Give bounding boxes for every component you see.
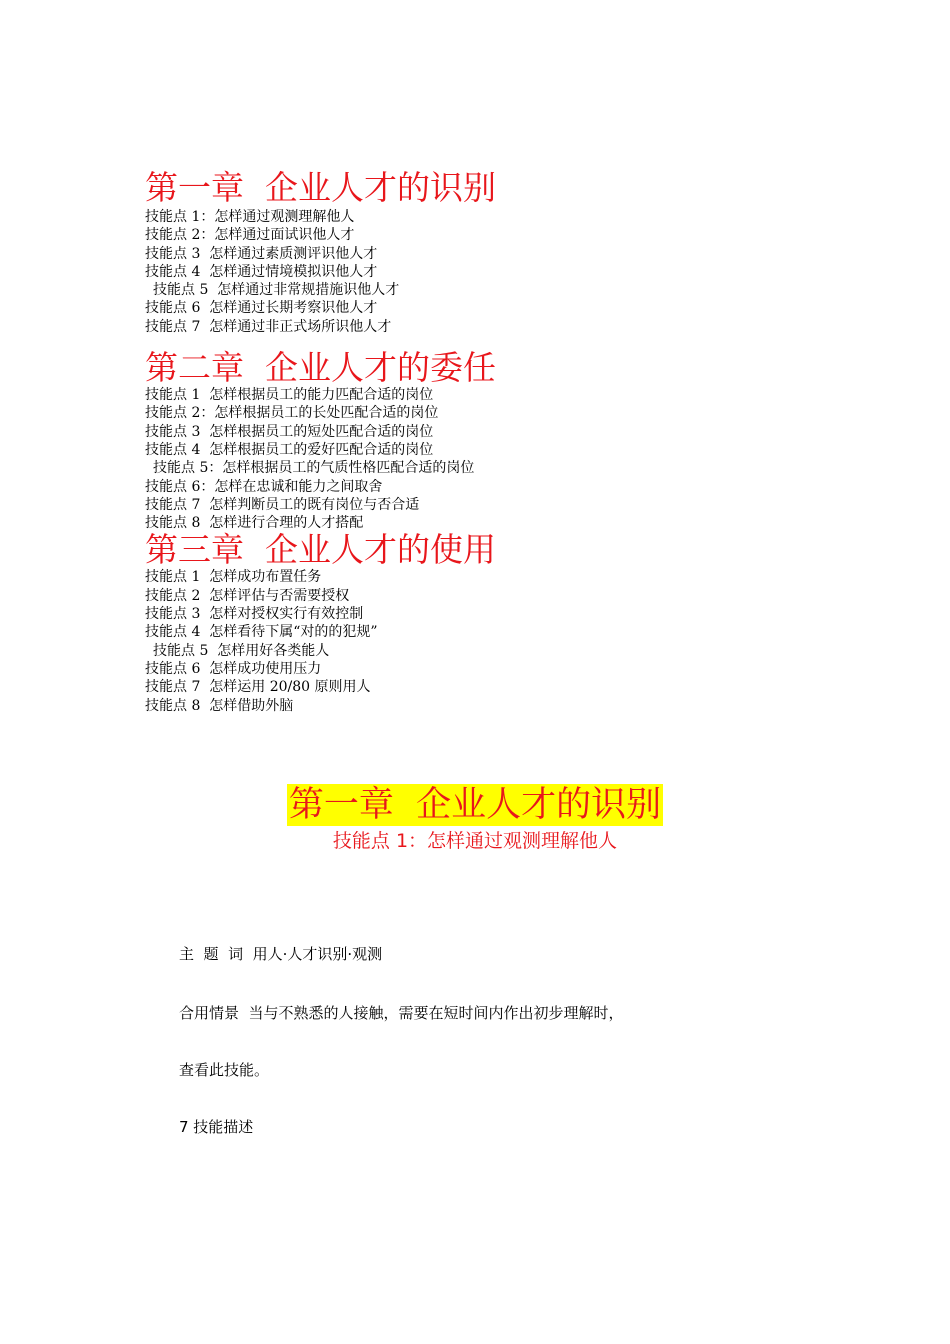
toc-item: 技能点 3 怎样对授权实行有效控制 [145,606,364,623]
toc-item: 技能点 1 怎样根据员工的能力匹配合适的岗位 [145,387,434,404]
toc-item: 技能点 6 怎样通过长期考察识他人才 [145,300,378,317]
toc-item: 技能点 5：怎样根据员工的气质性格匹配合适的岗位 [153,460,475,477]
scenario-continuation: 查看此技能。 [179,1061,270,1079]
section-heading [0,784,950,826]
section-title: 第一章 企业人才的识别 [288,785,662,825]
scenario-line: 合用情景 当与不熟悉的人接触，需要在短时间内作出初步理解时， [179,1004,624,1022]
toc-item: 技能点 7 怎样运用 20/80 原则用人 [145,679,371,696]
toc-item: 技能点 7 怎样判断员工的既有岗位与否合适 [145,496,420,513]
chapter-1-title: 第一章 企业人才的识别 [145,168,496,207]
toc-item: 技能点 2：怎样根据员工的长处匹配合适的岗位 [145,405,439,422]
toc-item: 技能点 6：怎样在忠诚和能力之间取舍 [145,478,383,495]
toc-item: 技能点 7 怎样通过非正式场所识他人才 [145,318,392,335]
skill-description-heading: 7 技能描述 [179,1118,254,1136]
keywords-line: 主 题 词 用人·人才识别·观测 [179,945,383,963]
toc-item: 技能点 8 怎样借助外脑 [145,697,294,714]
toc-item: 技能点 2：怎样通过面试识他人才 [145,227,355,244]
toc-item: 技能点 1：怎样通过观测理解他人 [145,209,355,225]
section-subtitle: 技能点 1：怎样通过观测理解他人 [332,830,618,852]
toc-item: 技能点 2 怎样评估与否需要授权 [145,587,350,604]
toc-item: 技能点 3 怎样根据员工的短处匹配合适的岗位 [145,423,434,440]
chapter-3-title: 第三章 企业人才的使用 [145,530,496,570]
table-of-contents [145,170,865,715]
toc-item: 技能点 4 怎样通过情境模拟识他人才 [145,263,378,280]
toc-item: 技能点 4 怎样根据员工的爱好匹配合适的岗位 [145,441,434,458]
toc-item: 技能点 6 怎样成功使用压力 [145,660,322,677]
toc-item: 技能点 1 怎样成功布置任务 [145,569,322,586]
toc-item: 技能点 5 怎样通过非常规措施识他人才 [153,282,400,299]
toc-item: 技能点 3 怎样通过素质测评识他人才 [145,245,378,262]
toc-item: 技能点 4 怎样看待下属“对的的犯规” [145,624,378,641]
toc-item: 技能点 8 怎样进行合理的人才搭配 [145,515,364,532]
chapter-2-title: 第二章 企业人才的委任 [145,348,496,388]
toc-item: 技能点 5 怎样用好各类能人 [153,642,330,659]
